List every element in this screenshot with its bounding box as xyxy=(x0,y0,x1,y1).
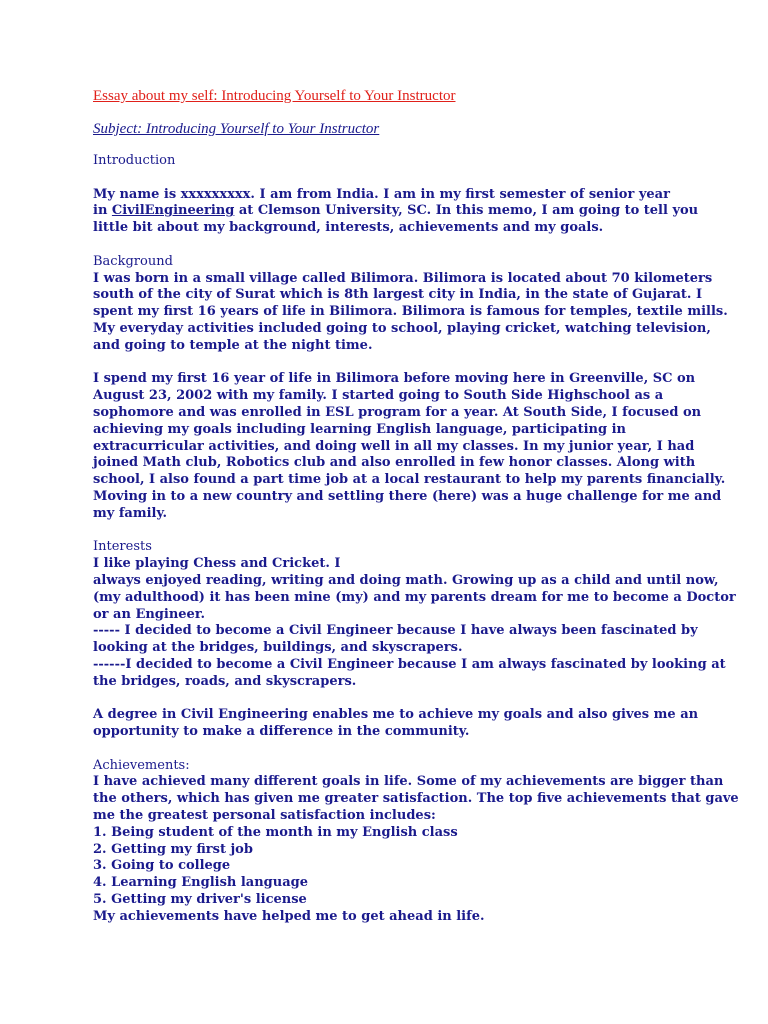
paragraph-line: ----- I decided to become a Civil Engineer because I have always been fascinated by xyxy=(93,623,698,639)
intro-line: in CivilEngineering at Clemson University, SC. In this memo, I am going to tell you xyxy=(93,203,699,219)
list-item: 4. Learning English language xyxy=(93,875,309,891)
paragraph-line: looking at the bridges, buildings, and skyscrapers. xyxy=(93,640,463,656)
background-paragraph-1 xyxy=(93,271,753,355)
introduction-paragraph xyxy=(93,187,753,237)
subject-line[interactable]: Subject: Introducing Yourself to Your Instructor xyxy=(93,121,380,137)
list-item: 5. Getting my driver's license xyxy=(93,892,307,908)
intro-line: little bit about my background, interests, achievements and my goals. xyxy=(93,220,604,236)
interests-paragraph-1 xyxy=(93,556,753,690)
paragraph-line: south of the city of Surat which is 8th largest city in India, in the state of Gujarat. I xyxy=(93,287,703,303)
paragraph-line: the others, which has given me greater satisfaction. The top five achievements that gave xyxy=(93,791,739,807)
paragraph-line: opportunity to make a difference in the community. xyxy=(93,724,470,740)
introduction-heading: Introduction xyxy=(93,153,176,168)
document-page xyxy=(93,88,753,926)
list-item: 1. Being student of the month in my English class xyxy=(93,824,458,840)
civil-engineering-link[interactable]: CivilEngineering xyxy=(111,203,235,219)
essay-title[interactable]: Essay about my self: Introducing Yourself to Your Instructor xyxy=(93,88,456,104)
paragraph-line: I like playing Chess and Cricket. I xyxy=(93,556,341,572)
paragraph-line: I have achieved many different goals in life. Some of my achievements are bigger than xyxy=(93,774,724,790)
interests-paragraph-2 xyxy=(93,707,753,741)
paragraph-line: Moving in to a new country and settling there (here) was a huge challenge for me and xyxy=(93,488,722,504)
paragraph-line: or an Engineer. xyxy=(93,606,206,622)
background-paragraph-2 xyxy=(93,371,753,522)
paragraph-line: I was born in a small village called Bilimora. Bilimora is located about 70 kilometers xyxy=(93,270,713,286)
list-item: 3. Going to college xyxy=(93,858,231,874)
paragraph-line: August 23, 2002 with my family. I started going to South Side Highschool as a xyxy=(93,388,664,404)
paragraph-line: spent my first 16 years of life in Bilimora. Bilimora is famous for temples, textile mills. xyxy=(93,304,728,320)
paragraph-line: school, I also found a part time job at a local restaurant to help my parents financially. xyxy=(93,472,726,488)
paragraph-line: achieving my goals including learning English language, participating in xyxy=(93,421,626,437)
paragraph-line: me the greatest personal satisfaction includes: xyxy=(93,808,436,824)
paragraph-line: the bridges, roads, and skyscrapers. xyxy=(93,673,357,689)
achievements-heading: Achievements: xyxy=(93,757,190,773)
achievements-paragraph xyxy=(93,774,753,925)
paragraph-line: and going to temple at the night time. xyxy=(93,337,373,353)
paragraph-line: (my adulthood) it has been mine (my) and my parents dream for me to become a Doctor xyxy=(93,589,736,605)
list-item: 2. Getting my first job xyxy=(93,841,253,857)
paragraph-line: My achievements have helped me to get ahead in life. xyxy=(93,908,485,924)
interests-heading: Interests xyxy=(93,539,152,555)
paragraph-line: joined Math club, Robotics club and also enrolled in few honor classes. Along with xyxy=(93,455,696,471)
paragraph-line: I spend my first 16 year of life in Bilimora before moving here in Greenville, SC on xyxy=(93,371,696,387)
paragraph-line: A degree in Civil Engineering enables me to achieve my goals and also gives me an xyxy=(93,707,699,723)
paragraph-line: My everyday activities included going to school, playing cricket, watching television, xyxy=(93,320,711,336)
paragraph-line: always enjoyed reading, writing and doing math. Growing up as a child and until now, xyxy=(93,572,719,588)
paragraph-line: sophomore and was enrolled in ESL program for a year. At South Side, I focused on xyxy=(93,404,702,420)
paragraph-line: ------I decided to become a Civil Engineer because I am always fascinated by looking at xyxy=(93,656,726,672)
paragraph-line: my family. xyxy=(93,505,168,521)
intro-line: My name is xxxxxxxxx. I am from India. I am in my first semester of senior year xyxy=(93,186,670,202)
paragraph-line: extracurricular activities, and doing well in all my classes. In my junior year, I had xyxy=(93,438,695,454)
background-heading: Background xyxy=(93,253,173,269)
